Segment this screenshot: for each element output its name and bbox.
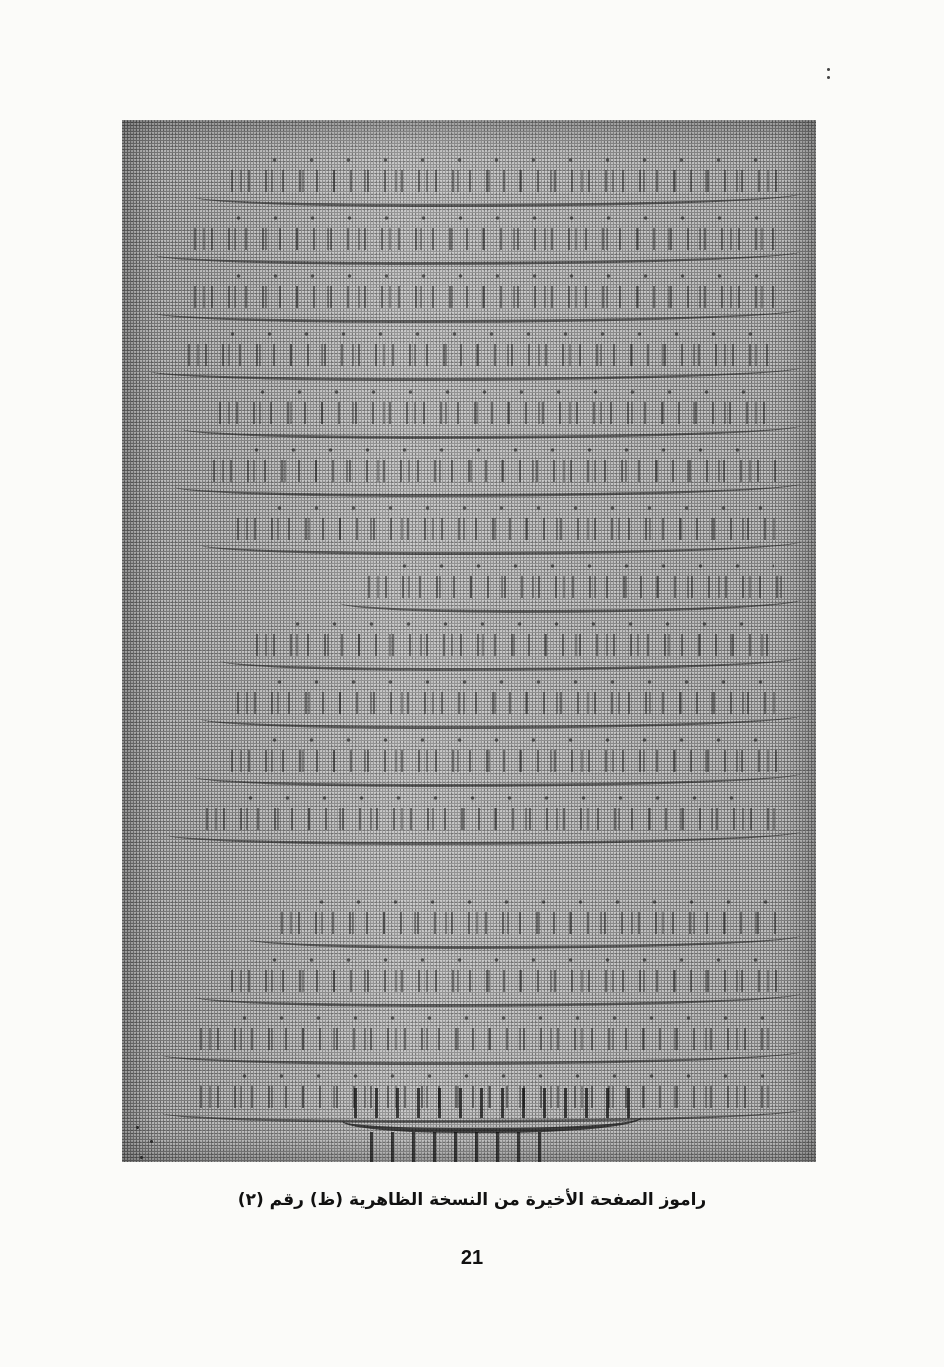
manuscript-line xyxy=(201,512,802,555)
stray-mark xyxy=(827,68,830,71)
manuscript-line xyxy=(175,454,802,497)
manuscript-line xyxy=(182,396,802,439)
manuscript-line xyxy=(221,628,802,671)
margin-marks xyxy=(132,1120,160,1162)
manuscript-line xyxy=(168,802,802,845)
manuscript-line xyxy=(195,964,802,1007)
stray-mark xyxy=(827,76,830,79)
colophon-line xyxy=(342,1084,642,1133)
manuscript-line xyxy=(149,338,802,381)
manuscript-line xyxy=(195,164,802,207)
manuscript-line xyxy=(340,570,802,613)
manuscript-line xyxy=(195,744,802,787)
manuscript-line xyxy=(155,280,802,323)
manuscript-text-block xyxy=(142,144,802,1142)
page-number: 21 xyxy=(460,1247,484,1269)
manuscript-line xyxy=(155,222,802,265)
manuscript-image xyxy=(122,120,816,1162)
manuscript-line xyxy=(162,1022,802,1065)
figure-caption: راموز الصفحة الأخيرة من النسخة الظاهرية (ظ) رقم (٢) xyxy=(237,1190,707,1210)
manuscript-line xyxy=(248,906,802,949)
manuscript-line xyxy=(201,686,802,729)
colophon-line xyxy=(362,1128,562,1162)
